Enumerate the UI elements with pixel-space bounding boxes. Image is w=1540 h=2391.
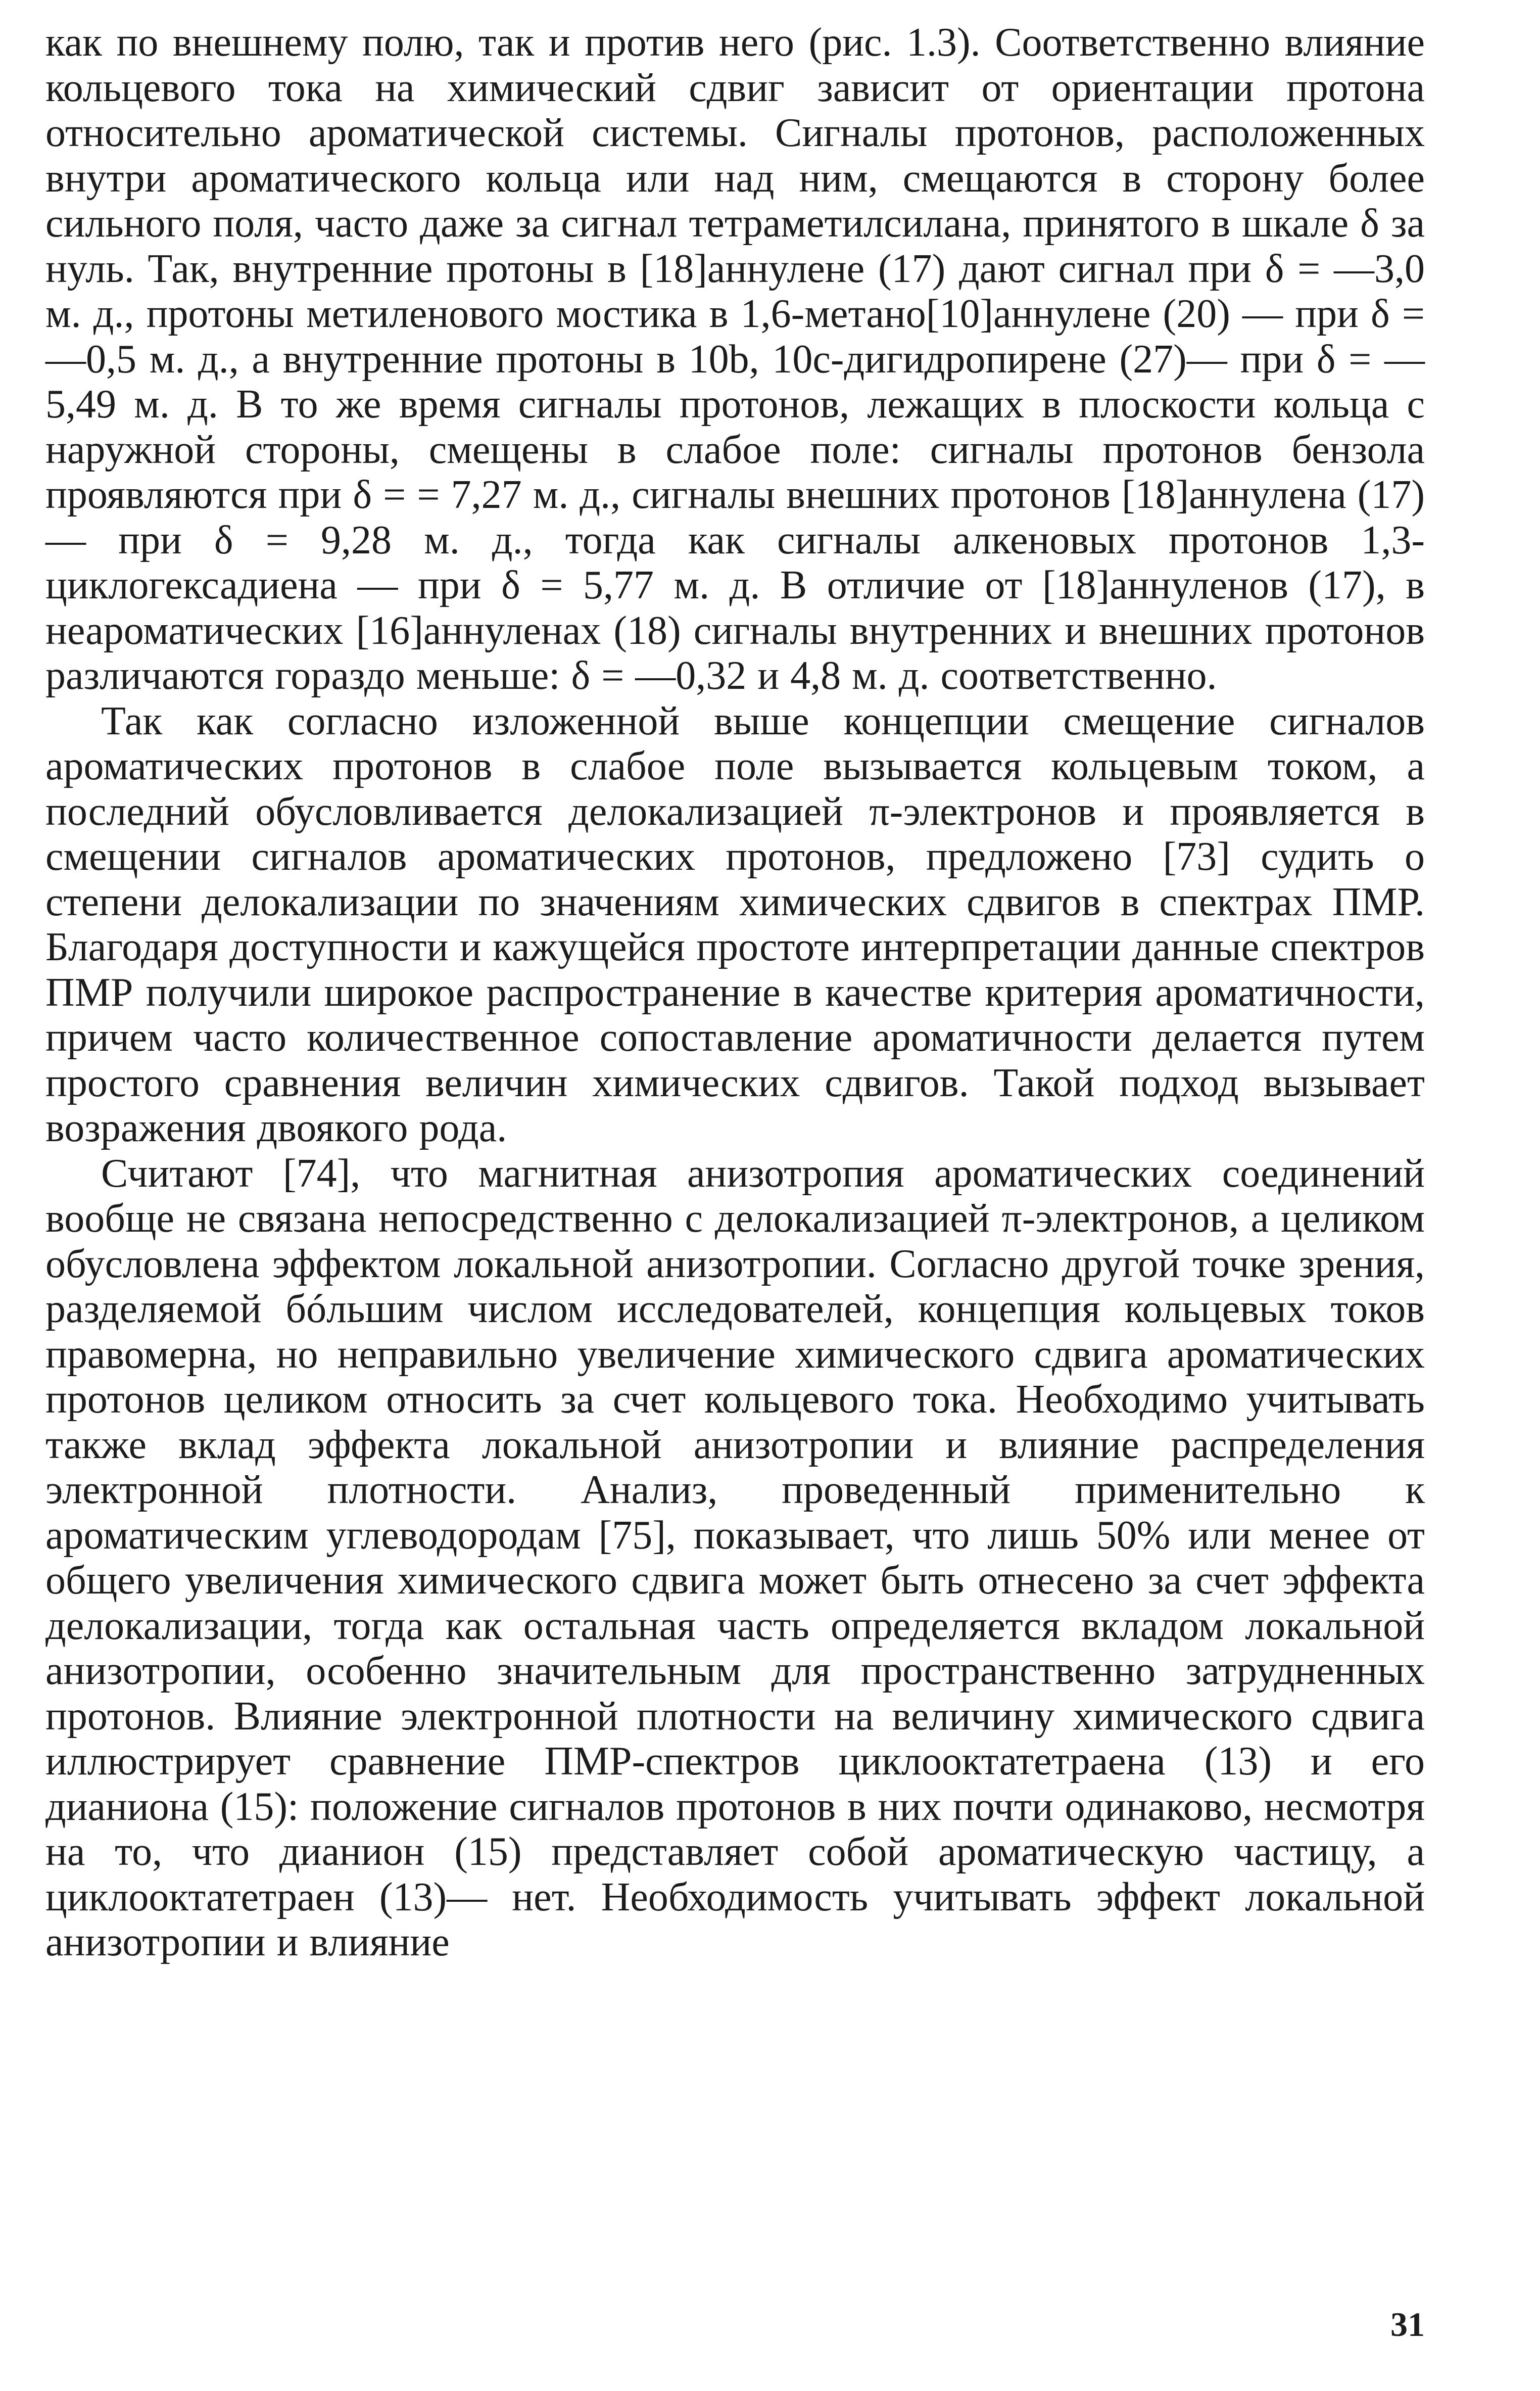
paragraph-ring-current-shifts: как по внешнему полю, так и против него (рис. 1.3). Соответственно влияние кольцевого тока на химический сдвиг зависит от ориентации протона относительно ароматической системы. Сигналы протонов, расположенных внутри ароматического кольца или над ним, смещаются в сторону более сильного поля, часто даже за сигнал тетраметилсилана, принятого в шкале δ за нуль. Так, внутренние протоны в [18]аннулене (17) дают сигнал при δ = —3,0 м. д., протоны метиленового мостика в 1,6-метано[10]аннулене (20) — при δ = —0,5 м. д., а внутренние протоны в 10b, 10c-дигидропирене (27)— при δ = —5,49 м. д. В то же время сигналы протонов, лежащих в плоскости кольца с наружной стороны, смещены в слабое поле: сигналы протонов бензола проявляются при δ = = 7,27 м. д., сигналы внешних протонов [18]аннулена (17) — при δ = 9,28 м. д., тогда как сигналы алкеновых протонов 1,3-циклогексадиена — при δ = 5,77 м. д. В отличие от [18]аннуленов (17), в неароматических [16]аннуленах (18) сигналы внутренних и внешних протонов различаются гораздо меньше: δ = —0,32 и 4,8 м. д. соответственно. [45, 20, 1425, 698]
page-number: 31 [1390, 2305, 1425, 2343]
page-body [45, 20, 1425, 2345]
paragraph-delocalization-criterion: Так как согласно изложенной выше концепции смещение сигналов ароматических протонов в слабое поле вызывается кольцевым током, а последний обусловливается делокализацией π-электронов и проявляется в смещении сигналов ароматических протонов, предложено [73] судить о степени делокализации по значениям химических сдвигов в спектрах ПМР. Благодаря доступности и кажущейся простоте интерпретации данные спектров ПМР получили широкое распространение в качестве критерия ароматичности, причем часто количественное сопоставление ароматичности делается путем простого сравнения величин химических сдвигов. Такой подход вызывает возражения двоякого рода. [45, 698, 1425, 1150]
paragraph-local-anisotropy: Считают [74], что магнитная анизотропия ароматических соединений вообще не связана непосредственно с делокализацией π-электронов, а целиком обусловлена эффектом локальной анизотропии. Согласно другой точке зрения, разделяемой бóльшим числом исследователей, концепция кольцевых токов правомерна, но неправильно увеличение химического сдвига ароматических протонов целиком относить за счет кольцевого тока. Необходимо учитывать также вклад эффекта локальной анизотропии и влияние распределения электронной плотности. Анализ, проведенный применительно к ароматическим углеводородам [75], показывает, что лишь 50% или менее от общего увеличения химического сдвига может быть отнесено за счет эффекта делокализации, тогда как остальная часть определяется вкладом локальной анизотропии, особенно значительным для пространственно затрудненных протонов. Влияние электронной плотности на величину химического сдвига иллюстрирует сравнение ПМР-спектров циклооктатетраена (13) и его дианиона (15): положение сигналов протонов в них почти одинаково, несмотря на то, что дианион (15) представляет собой ароматическую частицу, а циклооктатетраен (13)— нет. Необходимость учитывать эффект локальной анизотропии и влияние [45, 1151, 1425, 1964]
